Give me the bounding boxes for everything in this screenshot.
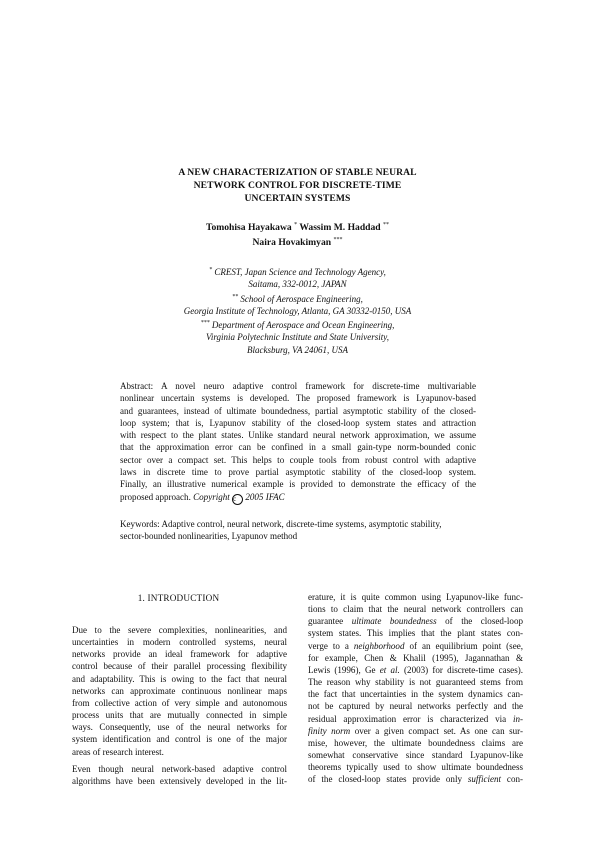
body-line: system identification and control is one of the major — [72, 734, 287, 745]
affiliation-line — [0, 278, 595, 290]
affiliation-line — [0, 305, 595, 317]
body-line: the fact that uncertainties in the system dynamics can- — [308, 689, 523, 700]
affiliation-line — [0, 291, 595, 305]
abstract-line: Abstract: A novel neuro adaptive control framework for discrete-time multivariable — [120, 381, 476, 391]
body-line: networks provide an ideal framework for adaptive — [72, 649, 287, 660]
right-column — [308, 591, 523, 786]
body-line: not be captured by neural networks perfectly and the — [308, 701, 523, 712]
title-line: UNCERTAIN SYSTEMS — [244, 193, 351, 204]
affiliation-text: Saitama, 332-0012, JAPAN — [248, 279, 347, 290]
abstract-last-text: proposed approach. — [120, 491, 191, 502]
author-mark: *** — [333, 237, 343, 243]
affiliation-line — [0, 331, 595, 343]
emphasis-text: et al. — [379, 664, 400, 675]
body-line: from collective action of very simple and autonomous — [72, 697, 287, 708]
emphasis-text: neighborhood — [353, 640, 405, 651]
affiliations — [0, 264, 595, 356]
body-line — [308, 664, 523, 676]
body-line — [308, 713, 523, 725]
body-text: of the closed-loop states provide only — [308, 774, 468, 785]
abstract-line: nonlinear uncertain systems is developed. The proposed framework is Lyapunov-based — [120, 393, 476, 404]
affiliation-line — [0, 264, 595, 278]
body-line — [308, 615, 523, 627]
emphasis-text: sufficient — [467, 774, 502, 785]
body-line: areas of research interest. — [72, 746, 164, 757]
body-line: erature, it is quite common using Lyapunov-like func- — [308, 592, 523, 602]
copyright-symbol: c — [232, 494, 243, 505]
author-mark: * — [294, 222, 298, 228]
abstract-line: loop system; that is, Lyapunov stability of the closed-loop system states and attraction — [120, 417, 476, 428]
body-line: uncertainties in modern controlled systems, neural — [72, 637, 287, 648]
body-line: somewhat conservative since standard Lyapunov-like — [308, 750, 523, 761]
body-line: for example, Chen & Khalil (1995), Jagannathan & — [308, 652, 523, 663]
affiliation-mark: ** — [232, 293, 239, 300]
paper-title — [0, 166, 595, 205]
affiliation-mark: * — [209, 267, 213, 273]
keywords-line: sector-bounded nonlinearities, Lyapunov method — [120, 531, 298, 542]
body-text: over a given compact set. As one can sur- — [350, 725, 523, 736]
keywords-line: Keywords: Adaptive control, neural network, discrete-time systems, asymptotic stability, — [120, 519, 442, 529]
keywords — [120, 518, 476, 543]
body-line — [308, 725, 523, 737]
author-name: Tomohisa Hayakawa — [205, 222, 292, 233]
abstract — [120, 380, 476, 505]
body-line: networks can approximate continuous nonlinear maps — [72, 685, 287, 696]
body-line: control because of their parallel processing flexibility — [72, 661, 287, 672]
author-list — [0, 219, 595, 249]
author-mark: ** — [383, 222, 390, 228]
abstract-line: that the approximation error can be confined in a small gain-type norm-bounded conic — [120, 442, 476, 453]
body-line: tions to claim that the neural network controllers can — [308, 604, 523, 615]
body-text: Lewis (1996), Ge — [308, 664, 380, 675]
body-line: ways. Consequently, use of the neural networks for — [72, 722, 287, 733]
body-text: con- — [501, 774, 523, 785]
body-line — [308, 773, 523, 785]
affiliation-text: Department of Aerospace and Ocean Engineering, — [211, 320, 395, 331]
author-name: Wassim M. Haddad — [299, 222, 381, 233]
affiliation-text: School of Aerospace Engineering, — [240, 293, 363, 304]
title-line: NETWORK CONTROL FOR DISCRETE-TIME — [193, 180, 402, 191]
section-heading: 1. INTRODUCTION — [137, 593, 220, 603]
body-line: algorithms have been extensively developed in the lit- — [72, 775, 287, 786]
body-text: of an equilibrium point (see, — [404, 640, 524, 651]
emphasis-text: finity norm — [308, 725, 351, 736]
abstract-line: Finally, an illustrative numerical example is provided to demonstrate the efficacy of the — [120, 479, 476, 490]
affiliation-line — [0, 317, 595, 331]
body-line — [308, 640, 523, 652]
emphasis-text: ultimate boundedness — [351, 616, 437, 627]
body-line: system states. This implies that the plant states con- — [308, 628, 523, 639]
affiliation-mark: *** — [200, 320, 210, 327]
abstract-line — [120, 491, 476, 505]
emphasis-text: in- — [512, 713, 523, 724]
abstract-line: and guarantees, instead of ultimate boundedness, partial asymptotic stability of the closed- — [120, 405, 476, 416]
body-line: Even though neural network-based adaptive control — [72, 763, 287, 774]
body-text: of the closed-loop — [436, 616, 523, 627]
left-column — [72, 624, 287, 787]
body-line: process units that are mutually connected in simple — [72, 710, 287, 721]
body-line: Due to the severe complexities, nonlinearities, and — [72, 625, 287, 635]
title-line: A NEW CHARACTERIZATION OF STABLE NEURAL — [178, 167, 417, 178]
abstract-line: sector over a compact set. This helps to couple tools from robust control with adaptive — [120, 454, 476, 465]
affiliation-text: Blacksburg, VA 24061, USA — [246, 344, 349, 355]
abstract-line: laws in discrete time to prove partial asymptotic stability of the closed-loop system. — [120, 467, 476, 478]
body-line: mise, however, the ultimate boundedness claims are — [308, 737, 523, 748]
body-line: and adaptability. This is owing to the fact that neural — [72, 673, 287, 684]
copyright-word: Copyright — [193, 491, 230, 502]
affiliation-line — [0, 344, 595, 356]
body-text: residual approximation error is characterized via — [308, 713, 513, 724]
affiliation-text: CREST, Japan Science and Technology Agency, — [214, 267, 386, 277]
copyright-tail: 2005 IFAC — [245, 491, 285, 502]
affiliation-text: Virginia Polytechnic Institute and State University, — [206, 332, 389, 343]
body-line: The reason why stability is not guaranteed stems from — [308, 677, 523, 688]
body-line: theorems typically used to show ultimate boundedness — [308, 762, 523, 773]
abstract-line: with respect to the plant states. Unlike standard neural network approximation, we assume — [120, 430, 476, 441]
affiliation-text: Georgia Institute of Technology, Atlanta, GA 30332-0150, USA — [183, 305, 412, 316]
body-text: (2003) for discrete-time cases). — [399, 664, 523, 675]
author-name: Naira Hovakimyan — [252, 237, 332, 248]
body-text: verge to a — [308, 640, 354, 651]
body-text: guarantee — [308, 616, 352, 627]
